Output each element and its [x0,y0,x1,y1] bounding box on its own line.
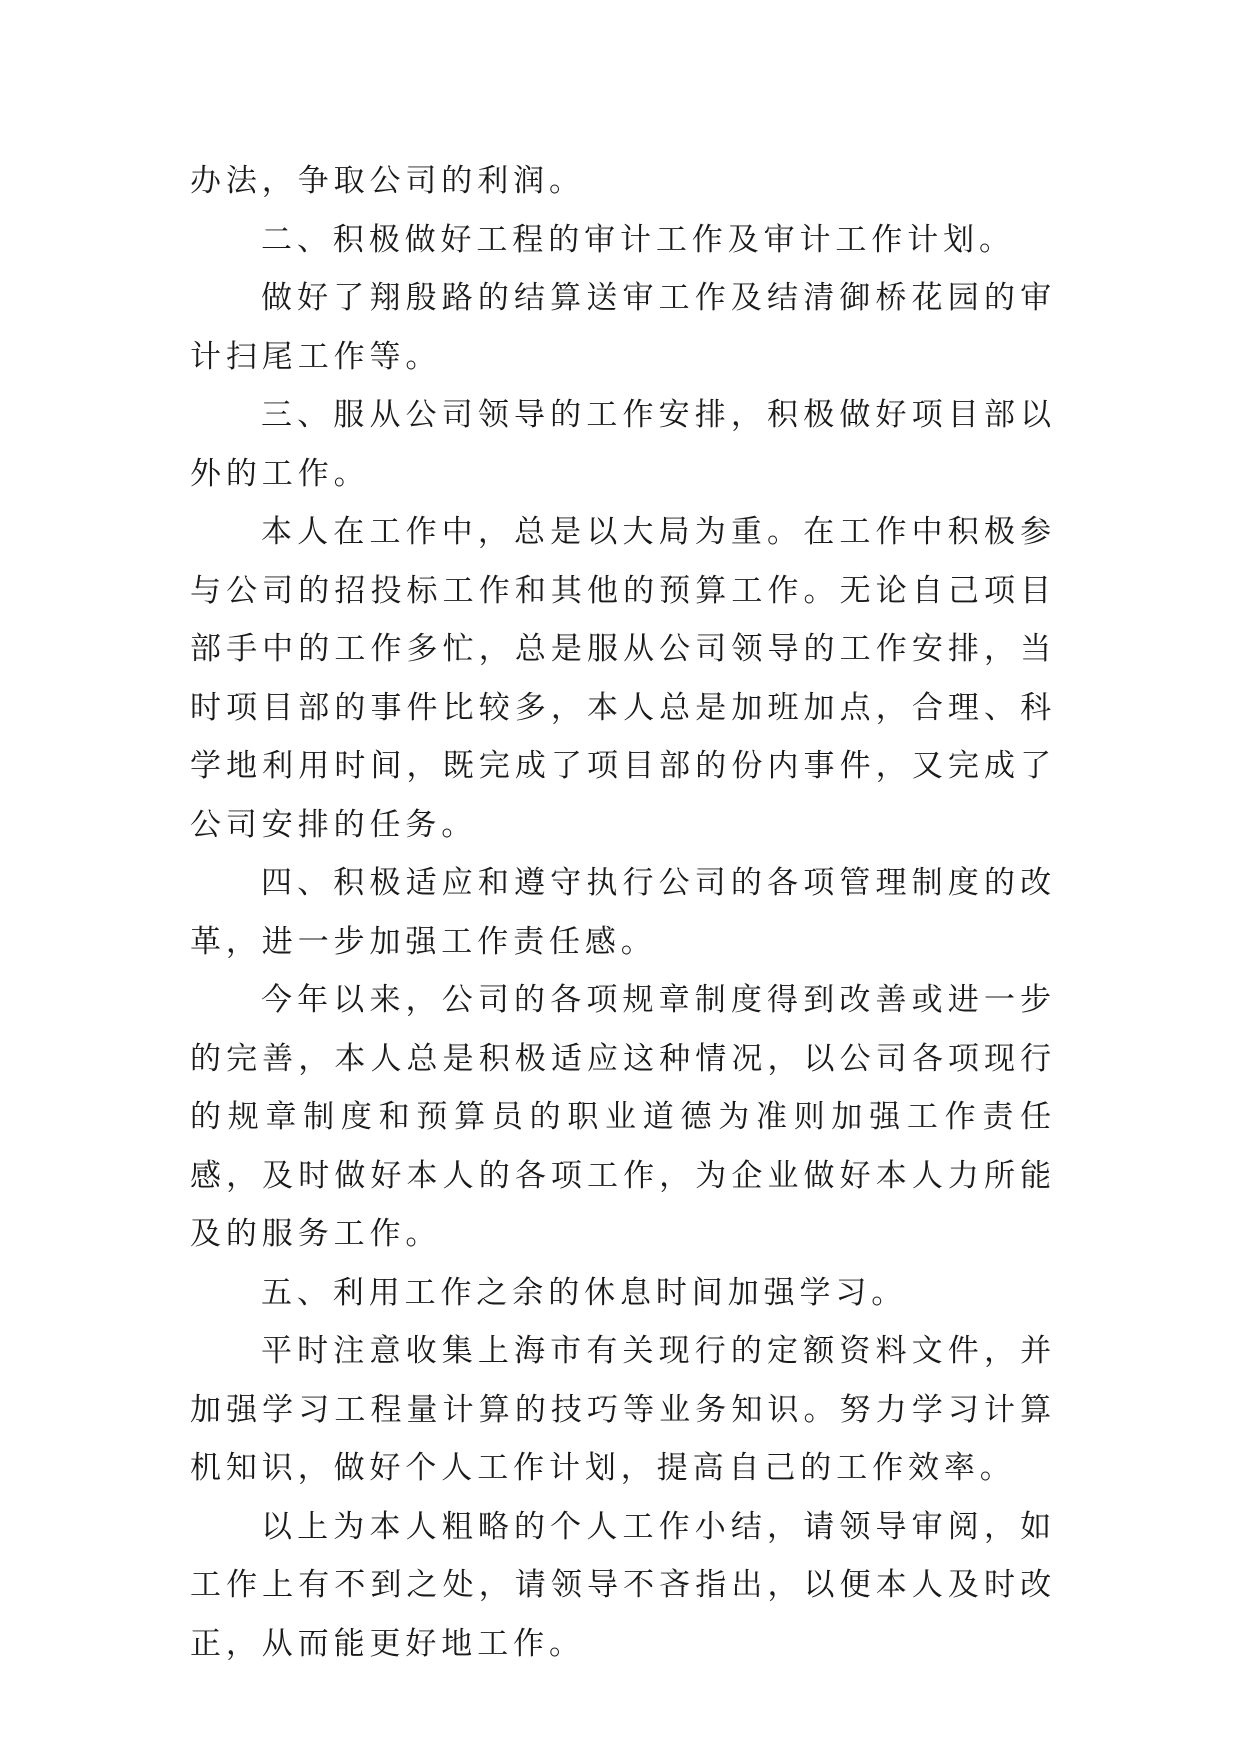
section-heading-3: 三、服从公司领导的工作安排，积极做好项目部以外的工作。 [190,397,1056,492]
section-heading-2: 二、积极做好工程的审计工作及审计工作计划。 [261,221,1015,258]
paragraph-conclusion: 以上为本人粗略的个人工作小结，请领导审阅，如工作上有不到之处，请领导不吝指出，以便本人及时改正，从而能更好地工作。 [190,1508,1056,1662]
section-heading-5: 五、利用工作之余的休息时间加强学习。 [261,1274,908,1311]
section-heading-4: 四、积极适应和遵守执行公司的各项管理制度的改革，进一步加强工作责任感。 [190,865,1056,960]
paragraph-study: 平时注意收集上海市有关现行的定额资料文件，并加强学习工程量计算的技巧等业务知识。努力学习计算机知识，做好个人工作计划，提高自己的工作效率。 [190,1333,1056,1486]
paragraph-audit-work: 做好了翔殷路的结算送审工作及结清御桥花园的审计扫尾工作等。 [190,280,1056,375]
paragraph-work-arrangement: 本人在工作中，总是以大局为重。在工作中积极参与公司的招投标工作和其他的预算工作。无论自己项目部手中的工作多忙，总是服从公司领导的工作安排，当时项目部的事件比较多，本人总是加班加点，合理、科学地利用时间，既完成了项目部的份内事件，又完成了公司安排的任务。 [190,514,1056,843]
paragraph-regulations: 今年以来，公司的各项规章制度得到改善或进一步的完善，本人总是积极适应这种情况，以公司各项现行的规章制度和预算员的职业道德为准则加强工作责任感，及时做好本人的各项工作，为企业做好本人力所能及的服务工作。 [190,982,1056,1252]
paragraph-continuation: 办法，争取公司的利润。 [190,163,585,199]
document-body [190,152,1056,1673]
